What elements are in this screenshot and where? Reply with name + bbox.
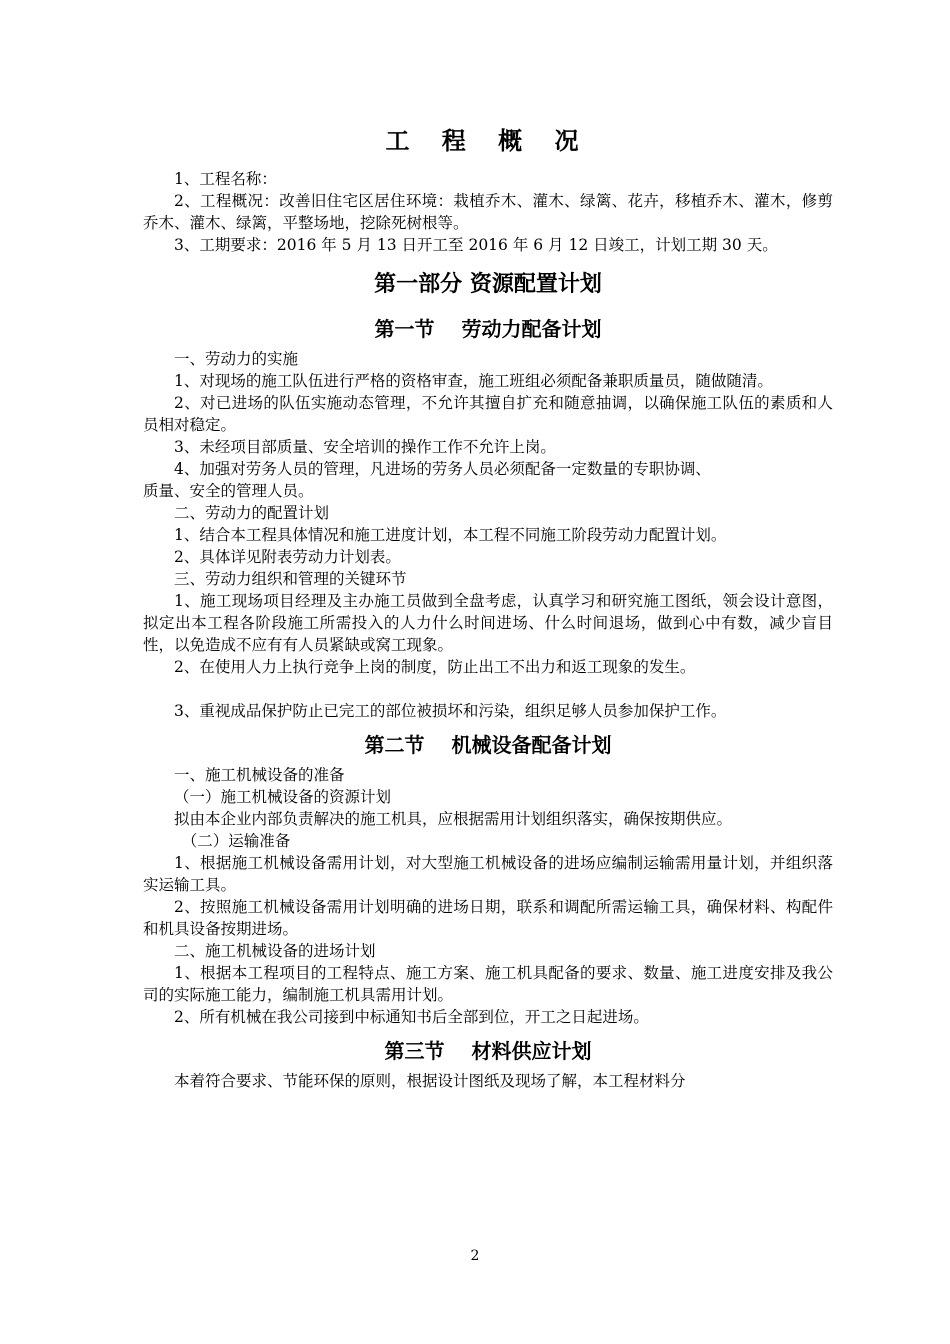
document-title: 工 程 概 况 — [385, 126, 591, 155]
section-3-heading: 第三节 材料供应计划 — [384, 1039, 592, 1063]
section-1-paragraph: 1、施工现场项目经理及主办施工员做到全盘考虑，认真学习和研究施工图纸，领会设计意图，拟定出本工程各阶段施工所需投入的人力什么时间进场、什么时间退场，做到心中有数，减少盲目性，以免造成不应有有人员紧缺或窝工现象。 — [143, 592, 833, 654]
section-1-subheading-2: 二、劳动力的配置计划 — [174, 504, 330, 522]
section-1-paragraph: 质量、安全的管理人员。 — [143, 482, 314, 500]
section-2-heading: 第二节 机械设备配备计划 — [364, 733, 612, 757]
section-1-paragraph: 4、加强对劳务人员的管理，凡进场的劳务人员必须配备一定数量的专职协调、 — [174, 460, 711, 478]
part-1-heading: 第一部分 资源配置计划 — [374, 271, 602, 297]
overview-item-3: 3、工期要求：2016 年 5 月 13 日开工至 2016 年 6 月 12 日竣工，计划工期 30 天。 — [174, 236, 778, 254]
section-2-paragraph: 2、按照施工机械设备需用计划明确的进场日期，联系和调配所需运输工具，确保材料、构配件和机具设备按期进场。 — [143, 898, 833, 938]
page-content — [143, 120, 833, 1092]
section-2-subheading-1: 一、施工机械设备的准备 — [174, 766, 345, 784]
section-2-paragraph: 2、所有机械在我公司接到中标通知书后全部到位，开工之日起进场。 — [174, 1008, 649, 1026]
section-2-paragraph: 拟由本企业内部负责解决的施工机具，应根据需用计划组织落实，确保按期供应。 — [174, 810, 733, 828]
page-number: 2 — [470, 1248, 480, 1264]
section-3-paragraph: 本着符合要求、节能环保的原则，根据设计图纸及现场了解，本工程材料分 — [174, 1072, 686, 1090]
overview-item-1: 1、工程名称： — [174, 170, 277, 188]
section-1-subheading-1: 一、劳动力的实施 — [174, 350, 299, 368]
section-2-subheading: （二）运输准备 — [181, 832, 291, 850]
section-1-subheading-3: 三、劳动力组织和管理的关键环节 — [174, 570, 407, 588]
section-2-paragraph: 1、根据施工机械设备需用计划，对大型施工机械设备的进场应编制运输需用量计划，并组织落实运输工具。 — [143, 854, 833, 894]
section-1-paragraph: 2、在使用人力上执行竞争上岗的制度，防止出工不出力和返工现象的发生。 — [174, 658, 696, 676]
section-1-paragraph: 1、结合本工程具体情况和施工进度计划，本工程不同施工阶段劳动力配置计划。 — [174, 526, 727, 544]
blank-line — [143, 678, 833, 700]
section-1-paragraph: 2、对已进场的队伍实施动态管理，不允许其擅自扩充和随意抽调，以确保施工队伍的素质和人员相对稳定。 — [143, 394, 833, 434]
section-2-paragraph: 1、根据本工程项目的工程特点、施工方案、施工机具配备的要求、数量、施工进度安排及我公司的实际施工能力，编制施工机具需用计划。 — [143, 964, 833, 1004]
section-1-paragraph: 2、具体详见附表劳动力计划表。 — [174, 548, 401, 566]
section-1-heading: 第一节 劳动力配备计划 — [374, 317, 602, 341]
section-2-subheading-2: 二、施工机械设备的进场计划 — [174, 942, 376, 960]
section-1-paragraph: 3、未经项目部质量、安全培训的操作工作不允许上岗。 — [174, 438, 556, 456]
overview-item-2: 2、工程概况：改善旧住宅区居住环境：栽植乔木、灌木、绿篱、花卉，移植乔木、灌木，修剪乔木、灌木、绿篱，平整场地，挖除死树根等。 — [143, 192, 833, 232]
section-2-subheading: （一）施工机械设备的资源计划 — [174, 788, 392, 806]
section-1-paragraph: 1、对现场的施工队伍进行严格的资格审查，施工班组必须配备兼职质量员，随做随清。 — [174, 372, 773, 390]
section-1-paragraph: 3、重视成品保护防止已完工的部位被损坏和污染，组织足够人员参加保护工作。 — [174, 702, 727, 720]
